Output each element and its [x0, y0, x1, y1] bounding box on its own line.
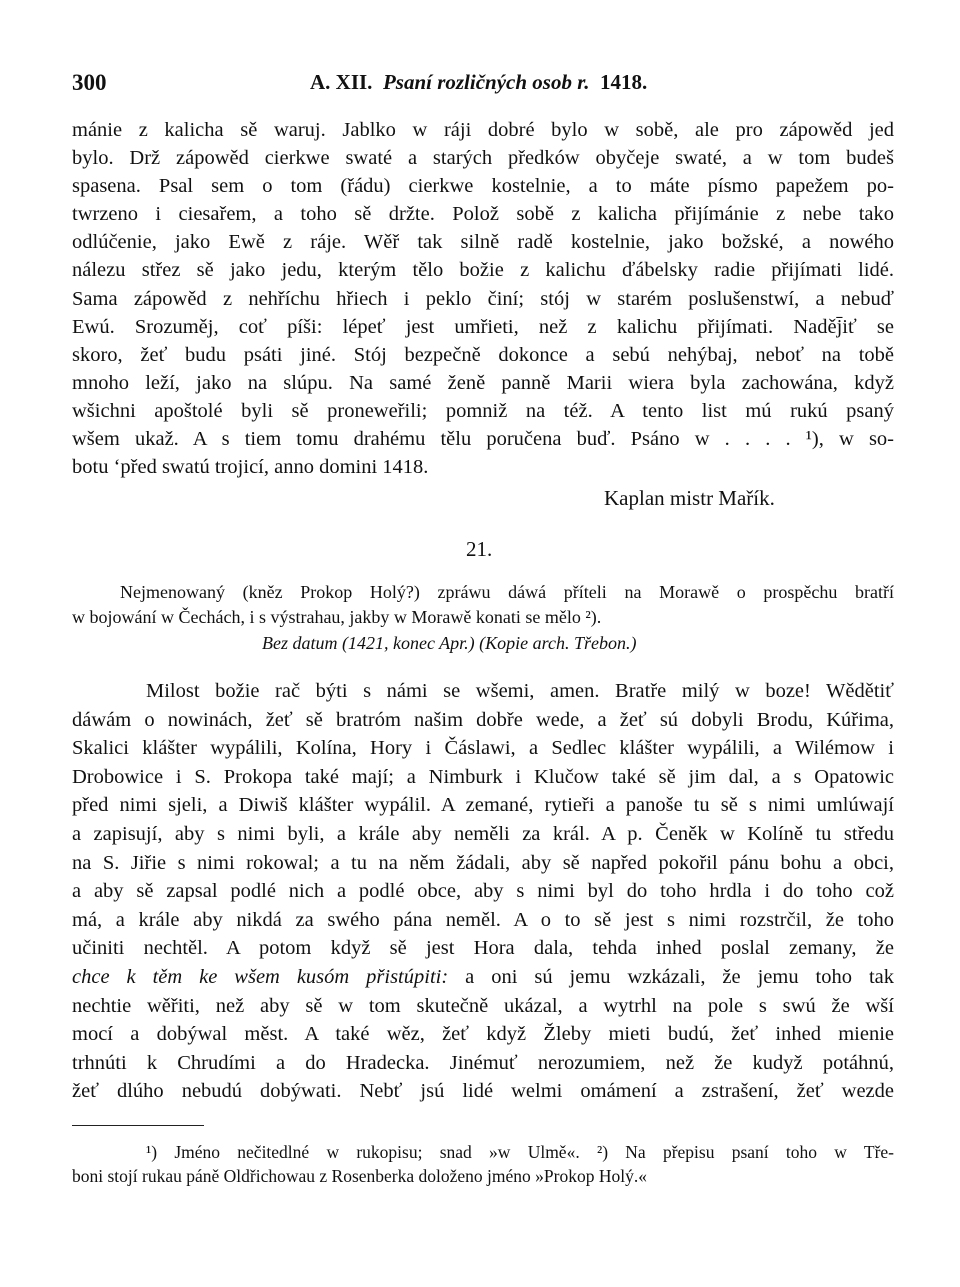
text-line: botu ʻpřed swatú trojicí, anno domini 1418.	[72, 456, 429, 479]
body-line: dáwám o nowinách, žeť sě bratróm našim dobře wede, a žeť sú dobyli Brodu, Kúřima,	[72, 708, 894, 731]
section-title: Psaní rozličných osob r.	[382, 70, 590, 94]
body-line: mocí a dobýwal měst. A také wěz, žeť když Žleby mieti budú, žeť inhed mienie	[72, 1023, 894, 1046]
text-line: skoro, žeť budu psáti jiné. Stój bezpečně dokonce a sebú nehýbaj, neboť na tobě	[72, 343, 894, 366]
body-line: na S. Jiřie s nimi rokowal; a tu na něm žádali, aby sě napřed pokořil pánu bohu a obci,	[72, 851, 894, 874]
plain-phrase: a oni sú jemu wzkázali, že jemu toho tak	[448, 965, 894, 988]
summary-line: w bojowání w Čechách, i s výstrahau, jakby w Morawě konati se mělo ²).	[72, 607, 602, 627]
text-line: mnoho leží, jako na slúpu. Na samé ženě panně Marii wiera byla zachowána, když	[72, 371, 894, 394]
running-title	[310, 70, 647, 95]
footnotes	[72, 1140, 894, 1188]
document-number: 21.	[466, 537, 493, 561]
body-line: Skalici klášter wypálili, Kolína, Hory i Čáslawi, a Sedlec klášter wypálili, a Wilémow i	[72, 737, 894, 760]
footnote-line: ¹) Jméno nečitedlné w rukopisu; snad »w Ulmě«. ²) Na přepisu psaní toho w Tře-	[146, 1142, 894, 1162]
text-line: bylo. Drž zápowěd cierkwe swaté a starých předków obyčeje swaté, a w tom budeš	[72, 147, 894, 170]
text-line: twrzeno i ciesařem, a toho sě držte. Polož sobě z kalicha přijímánie z nebe tako	[72, 203, 894, 226]
document-body	[72, 677, 894, 1106]
body-line: Drobowice i S. Prokopa také mají; a Nimburk i Klučow také sě jim dal, a s Opatowic	[72, 765, 894, 788]
footnote-line: boni stojí rukau páně Oldřichowau z Rosenberka doloženo jméno »Prokop Holý.«	[72, 1166, 647, 1186]
body-line: a zapisují, aby s nimi byli, a krále aby neměli za král. A p. Čeněk w Kolíně tu středu	[72, 822, 894, 845]
page-number: 300	[72, 70, 107, 95]
italic-phrase: chce k těm ke wšem kusóm přistúpiti:	[72, 965, 449, 988]
text-line: Ewú. Srozuměj, coť píši: lépeť jest umřieti, než z kalichu přijímati. Naděj̄iť se	[72, 315, 894, 338]
body-line: učiniti nechtěl. A potom když sě jest Hora dala, tehda inhed poslal zemany, že	[72, 937, 894, 960]
body-line: a aby sě zapsal podlé nich a podlé obce, aby s nimi byl do toho hrdla i do toho což	[72, 880, 894, 903]
letter-signature: Kaplan mistr Mařík.	[604, 486, 775, 510]
body-line-with-italic	[72, 963, 894, 992]
text-line: Sama zápowěd z nehříchu hřiech i peklo činí; stój w starém poslušenstwí, a nebuď	[72, 287, 894, 310]
running-head	[72, 70, 892, 100]
body-line: před nimi sjeli, a Diwiš klášter wypálil. A zemané, rytieři a panoše tu sě s nimi umlúwají	[72, 794, 894, 817]
text-line: odlúčenie, jako Ewě z ráje. Wěř tak silně radě kostelnie, jako božské, a nowého	[72, 231, 894, 254]
text-line: mánie z kalicha sě waruj. Jablko w ráji dobré bylo w sobě, ale pro zápowěd jed	[72, 119, 894, 141]
footnote-divider	[72, 1125, 204, 1126]
document-summary	[72, 580, 894, 630]
text-line: wšichni apoštolé byli sě proneweřili; pomniž na též. A tento list mú rukú psaný	[72, 399, 894, 422]
text-line: nálezu střez sě jako jedu, kterým tělo božie z kalichu ďábelsky radie přijímati lidé.	[72, 259, 894, 282]
text-line: spasena. Psal sem o tom (řádu) cierkwe kostelnie, a to máte písmo papežem po-	[72, 175, 894, 198]
body-line: trhnúti k Chrudími a do Hradecka. Jinémuť nerozumiem, než že kudyž potáhnú,	[72, 1051, 894, 1074]
body-line: žeť dlúho nebudú dobýwati. Nebť jsú lidé welmi omámení a zstrašení, žeť wezde	[72, 1080, 894, 1103]
document-dateline: Bez datum (1421, konec Apr.) (Kopie arch. Třebon.)	[262, 633, 637, 653]
text-line: wšem ukaž. A s tiem tomu drahému tělu poručena buď. Psáno w . . . . ¹), w so-	[72, 428, 894, 451]
body-line: Milost božie rač býti s námi se wšemi, amen. Bratře milý w boze! Wědětiť	[146, 680, 894, 702]
section-year: 1418.	[599, 70, 648, 94]
summary-line: Nejmenowaný (kněz Prokop Holý?) zpráwu dáwá příteli na Morawě o prospěchu bratří	[120, 582, 894, 602]
body-line: nechtie wěřiti, než aby sě w tom skutečně ukázal, a wytrhl na pole s swú že wší	[72, 994, 894, 1017]
body-line: má, a krále aby nikdá za swého pána neměl. A o to sě jest s nimi rozstrčil, že toho	[72, 908, 894, 931]
letter-continuation	[72, 116, 894, 481]
volume-label: A. XII.	[310, 70, 373, 94]
